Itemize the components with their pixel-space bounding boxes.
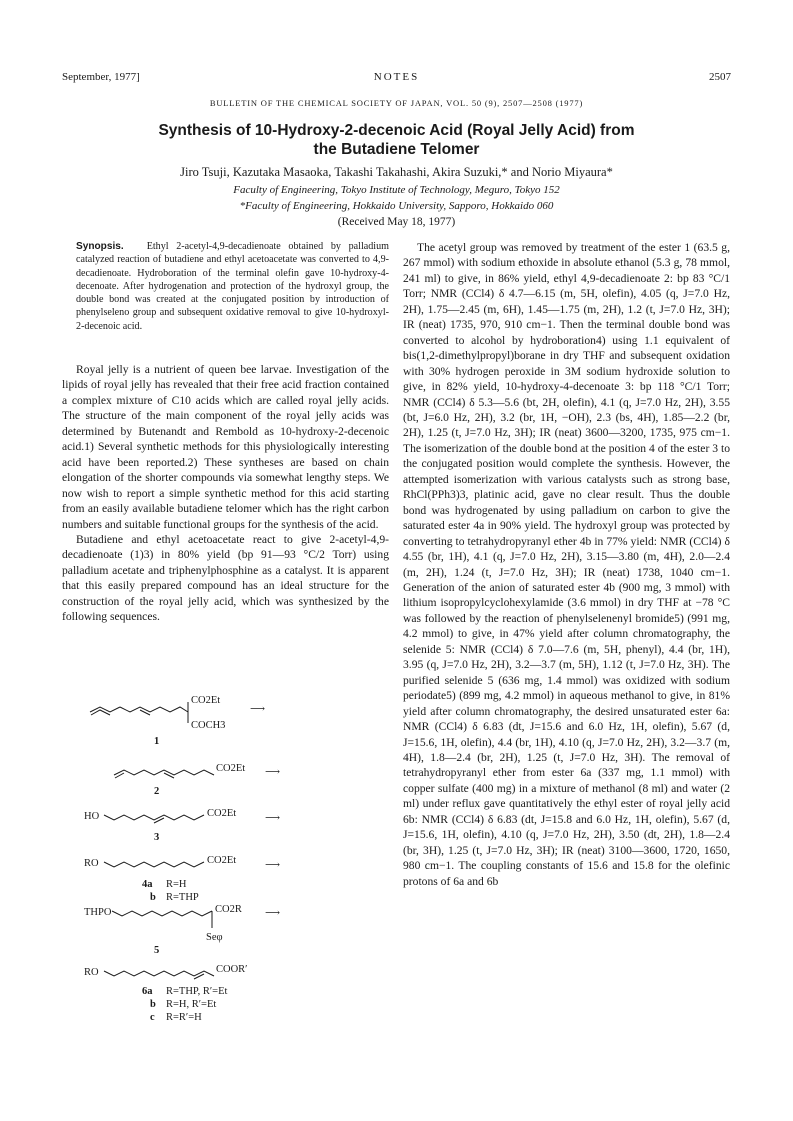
- structure-2: [114, 770, 214, 778]
- structure-3: [104, 815, 204, 823]
- c4-left-group: RO: [84, 858, 99, 869]
- affiliation-1: Faculty of Engineering, Tokyo Institute of Technology, Meguro, Tokyo 152: [233, 184, 560, 196]
- compound-label-2: 2: [154, 786, 160, 797]
- arrow-5: ⟶: [265, 908, 281, 919]
- c6b-definition: R=H, R′=Et: [166, 999, 217, 1010]
- compound-label-5: 5: [154, 945, 160, 956]
- structure-6: [104, 971, 214, 979]
- arrow-3: ⟶: [265, 813, 281, 824]
- journal-citation: BULLETIN OF THE CHEMICAL SOCIETY OF JAPAN, VOL. 50 (9), 2507—2508 (1977): [209, 98, 584, 108]
- header-section: NOTES: [373, 71, 420, 83]
- compound-label-3: 3: [154, 832, 160, 843]
- c6c-definition: R=R′=H: [166, 1012, 202, 1023]
- title-line-2: the Butadiene Telomer: [313, 141, 480, 158]
- c6-substituent: COOR′: [216, 964, 248, 975]
- compound-label-4a: 4a: [142, 879, 153, 890]
- c6-left-group: RO: [84, 967, 99, 978]
- synopsis-label: Synopsis.: [76, 241, 124, 252]
- right-column-body: [403, 240, 730, 889]
- arrow-2: ⟶: [265, 767, 281, 778]
- c5-selenium-group: Seφ: [206, 932, 223, 943]
- results-paragraph: The acetyl group was removed by treatment of the ester 1 (63.5 g, 267 mmol) with sodium ethoxide in absolute ethanol (5.3 g, 78 mmol, 241 ml) to give, in 86% yield, ethyl 4,9-decadienoate 2: bp 83 °C/1 Torr; NMR (CCl4) δ 4.7—6.15 (m, 5H, olefin), 4.05 (q, J=7.0 Hz, 2H), 1.75—2.45 (m, 6H), 1.45—1.75 (m, 2H), 1.2 (t, J=7.0 Hz, 3H); IR (neat) 1735, 970, 910 cm−1. Then the terminal double bond was converted to alcohol by hydroboration4) using 1.1 equivalent of bis(1,2-dimethylpropyl)borane in dry THF and subsequent oxidation with 30% hydrogen peroxide in 3M sodium hydroxide solution to give, in 82% yield, 10-hydroxy-4-decenoate 3: bp 118 °C/1 Torr; NMR (CCl4) δ 5.3—5.6 (bt, 2H, olefin), 4.1 (q, J=7.0 Hz, 2H), 3.55 (bt, J=6.0 Hz, 2H), 3.2 (br, 1H, −OH), 2.3 (bs, 4H), 1.85—2.2 (br, 2H), 1.25 (t, J=7.0 Hz, 3H); IR (neat) 3600—3200, 1735, 975 cm−1. The isomerization of the double bond at the position 4 of the ester 3 to the conjugated position would complete the synthesis. However, the attempted isomerization with various catalysts such as strong base, RhCl(PPh3)3, platinic acid, gave no clear result. Thus the double bond was hydrogenated by using palladium on carbon to give the saturated ester 4a in 90% yield. The hydroxyl group was protected by converting to tetrahydropyranyl ether 4b in 77% yield: NMR (CCl4) δ 4.55 (br, 1H), 4.1 (q, J=7.0 Hz, 2H), 3.15—3.80 (m, 4H), 2.0—2.4 (m, 2H), 1.24 (t, J=7.0 Hz, 3H); IR (neat) 1738, 1040 cm−1. Generation of the anion of saturated ester 4b (900 mg, 3 mmol) with lithium isopropylcyclohexylamide (3.6 mmol) in dry THF at −78 °C was followed by the reaction of phenylselenenyl bromide5) (991 mg, 4.2 mmol) to give, in 47% yield after column chromatography, the selenide 5: NMR (CCl4) δ 7.0—7.6 (m, 5H, phenyl), 4.4 (br, 1H), 3.95 (q, J=7.0 Hz, 2H), 3.2—3.7 (m, 5H), 1.12 (t, J=7.0 Hz, 3H). The purified selenide 5 (636 mg, 1.4 mmol) was oxidized with sodium periodate5) (899 mg, 4.2 mmol) in aqueous methanol to give, in 81% yield after column chromatography, the desired unsaturated ester 6a: NMR (CCl4) δ 6.83 (dt, J=15.6 and 6.0 Hz, 1H, olefin), 5.67 (d, J=15.6, 1H, olefin), 4.4 (br, 1H), 4.10 (q, J=7.0 Hz, 2H), 3.2—3.7 (m, 4H), 1.8—2.4 (br, 2H), 1.25 (t, J=7.0 Hz, 3H). The removal of tetrahydropyranyl ether from ester 6a (337 mg, 1.1 mmol) with copper sulfate (400 mg) in a mixture of methanol (8 ml) and water (2 ml) under reflux gave quantitatively the ethyl ester of royal jelly acid 6b: NMR (CCl4) δ 6.83 (dt, J=15.8 and 6.0 Hz, 1H, olefin), 5.67 (d, J=15.6, 1H, olefin), 4.10 (q, J=7.0 Hz, 2H), 3.50 (dt, 2H), 1.8—2.4 (br, 3H), 1.25 (t, J=7.0 Hz, 3H); IR (neat) 3100—3600, 1720, 1650, 980 cm−1. The coupling constants of 15.6 and 15.8 for the olefinic protons of 6a and 6b: [403, 241, 730, 888]
- compound-label-4b: b: [150, 892, 156, 903]
- author-list: Jiro Tsuji, Kazutaka Masaoka, Takashi Takahashi, Akira Suzuki,* and Norio Miyaura*: [180, 165, 613, 179]
- synopsis-text: Ethyl 2-acetyl-4,9-decadienoate obtained by palladium catalyzed reaction of butadiene and ethyl acetoacetate was converted to 4,9-decadienoate. Hydroboration of the terminal olefin gave 10-hydroxy-4-decenoate. After hydrogenation and protection of the hydroxyl group, the double bond was created at the conjugated position by introduction of phenylseleno group and subsequent oxidative removal to give 10-hydroxyl-2-decenoic acid.: [76, 241, 389, 332]
- arrow-4: ⟶: [265, 860, 281, 871]
- c4-substituent: CO2Et: [207, 855, 237, 866]
- structure-5: [112, 911, 212, 928]
- affiliation-2: *Faculty of Engineering, Hokkaido University, Sapporo, Hokkaido 060: [239, 200, 554, 212]
- c1-substituent-bottom: COCH3: [191, 720, 226, 731]
- c6a-definition: R=THP, R′=Et: [166, 986, 228, 997]
- intro-paragraph-1: Royal jelly is a nutrient of queen bee larvae. Investigation of the lipids of royal jelly has revealed that their free acid fraction contained a complex mixture of C10 acids which are called royal jelly acids. The structure of the main component of the royal jelly acids was determined by Butenandt and Rembold as 10-hydroxy-2-decenoic acid.1) Several synthetic methods for this physiologically interesting acid have been reported.2) These syntheses are based on chain elongation of the shorter compounds via somewhat lengthy steps. We now wish to report a simple synthetic method for this acid starting from an easily available butadiene telomer which has the right carbon numbers and suitable functional groups for the synthesis of the acid.: [62, 363, 389, 531]
- synthesis-scheme: [80, 690, 340, 1030]
- received-date: (Received May 18, 1977): [337, 216, 456, 228]
- compound-label-6c: c: [150, 1012, 155, 1023]
- c3-substituent: CO2Et: [207, 808, 237, 819]
- structure-1: [90, 702, 188, 723]
- c1-substituent-top: CO2Et: [191, 695, 221, 706]
- c3-left-group: HO: [84, 811, 100, 822]
- c4b-definition: R=THP: [166, 892, 199, 903]
- article-title: [0, 121, 793, 159]
- compound-label-6b: b: [150, 999, 156, 1010]
- synopsis: [76, 240, 389, 333]
- compound-label-1: 1: [154, 736, 160, 747]
- c5-left-group: THPO: [84, 907, 112, 918]
- c5-substituent: CO2R: [215, 904, 242, 915]
- header-page-number: 2507: [709, 71, 731, 83]
- title-line-1: Synthesis of 10-Hydroxy-2-decenoic Acid (Royal Jelly Acid) from: [158, 122, 635, 139]
- arrow-1: ⟶: [250, 704, 266, 715]
- left-column-body: [62, 362, 389, 625]
- header-date: September, 1977]: [62, 71, 140, 83]
- compound-label-6a: 6a: [142, 986, 153, 997]
- c4a-definition: R=H: [166, 879, 187, 890]
- c2-substituent: CO2Et: [216, 763, 246, 774]
- intro-paragraph-2: Butadiene and ethyl acetoacetate react to give 2-acetyl-4,9-decadienoate (1)3) in 80% yield (bp 91—93 °C/2 Torr) using palladium acetate and triphenylphosphine as a catalyst. It is apparent that this easily prepared compound has an ideal structure for the construction of the royal jelly acid, which was synthesized by the following sequences.: [62, 532, 389, 624]
- structure-4: [104, 862, 204, 867]
